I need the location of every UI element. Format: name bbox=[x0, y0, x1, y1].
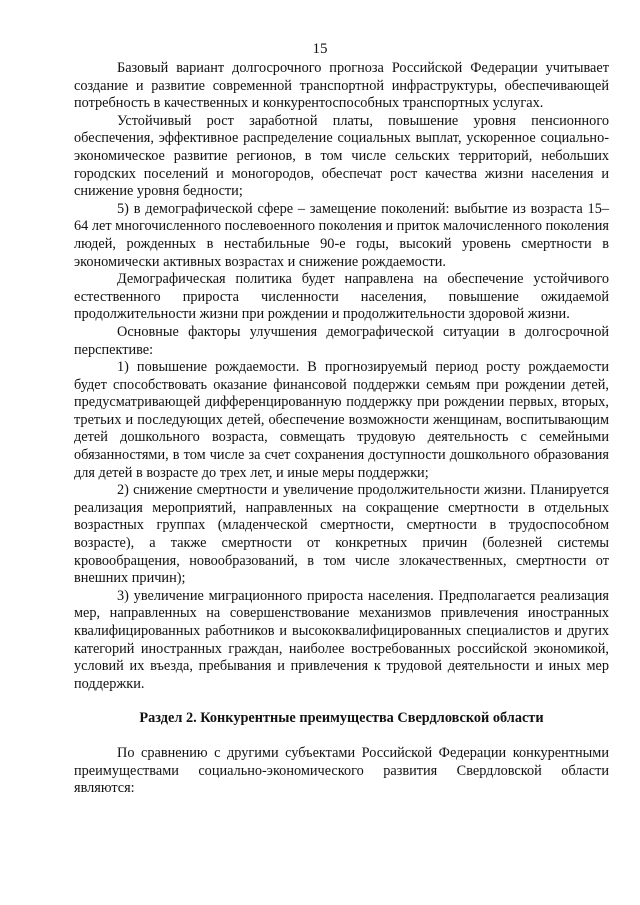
paragraph-birth-rate: 1) повышение рождаемости. В прогнозируемый период росту рождаемости будет способствовать оказание финансовой поддержки семьям при рождении детей, предусматривающей дифференцированную поддержку при рождении первых, вторых, третьих и последующих детей, обеспечение возможности женщинам, воспитывающим детей дошкольного возраста, совмещать трудовую деятельность с семейными обязанностями, в том числе за счет сохранения доступности дошкольного образования для детей в возрасте до трех лет, и иные меры поддержки; bbox=[74, 359, 609, 481]
paragraph-wages: Устойчивый рост заработной платы, повышение уровня пенсионного обеспечения, эффективное распределение социальных выплат, ускоренное социально-экономическое развитие регионов, в том числе сельских территорий, небольших городских поселений и моногородов, обеспечат рост качества жизни населения и снижение уровня бедности; bbox=[74, 112, 609, 200]
paragraph-migration: 3) увеличение миграционного прироста населения. Предполагается реализация мер, направленных на совершенствование механизмов привлечения иностранных квалифицированных работников и высококвалифицированных специалистов и других категорий иностранных граждан, наиболее востребованных российской экономикой, условий их въезда, пребывания и привлечения к трудовой деятельности и иных мер поддержки. bbox=[74, 587, 609, 692]
document-body bbox=[74, 60, 609, 798]
paragraph-transport: Базовый вариант долгосрочного прогноза Российской Федерации учитывает создание и развитие современной транспортной инфраструктуры, обеспечивающей потребность в качественных и конкурентоспособных транспортных услугах. bbox=[74, 60, 609, 112]
paragraph-demography: 5) в демографической сфере – замещение поколений: выбытие из возраста 15–64 лет многочисленного послевоенного поколения и приток малочисленного поколения людей, рожденных в нестабильные 90-е годы, высокий уровень смертности в экономически активных возрастах и снижение рождаемости. bbox=[74, 200, 609, 270]
paragraph-main-factors: Основные факторы улучшения демографической ситуации в долгосрочной перспективе: bbox=[74, 323, 609, 358]
section-heading: Раздел 2. Конкурентные преимущества Свердловской области bbox=[139, 710, 544, 727]
paragraph-demographic-policy: Демографическая политика будет направлена на обеспечение устойчивого естественного прироста численности населения, повышение ожидаемой продолжительности жизни при рождении и продолжительности здоровой жизни. bbox=[74, 271, 609, 323]
page-number: 15 bbox=[312, 41, 328, 57]
paragraph-mortality: 2) снижение смертности и увеличение продолжительности жизни. Планируется реализация мероприятий, направленных на сокращение смертности в отдельных возрастных группах (младенческой смертности, смертности в трудоспособном возрасте), а также смертности от конкретных причин (болезней системы кровообращения, новообразований, в том числе злокачественных, смертности от внешних причин); bbox=[74, 482, 609, 587]
paragraph-competitive-advantages: По сравнению с другими субъектами Российской Федерации конкурентными преимуществами социально-экономического развития Свердловской области являются: bbox=[74, 744, 609, 797]
